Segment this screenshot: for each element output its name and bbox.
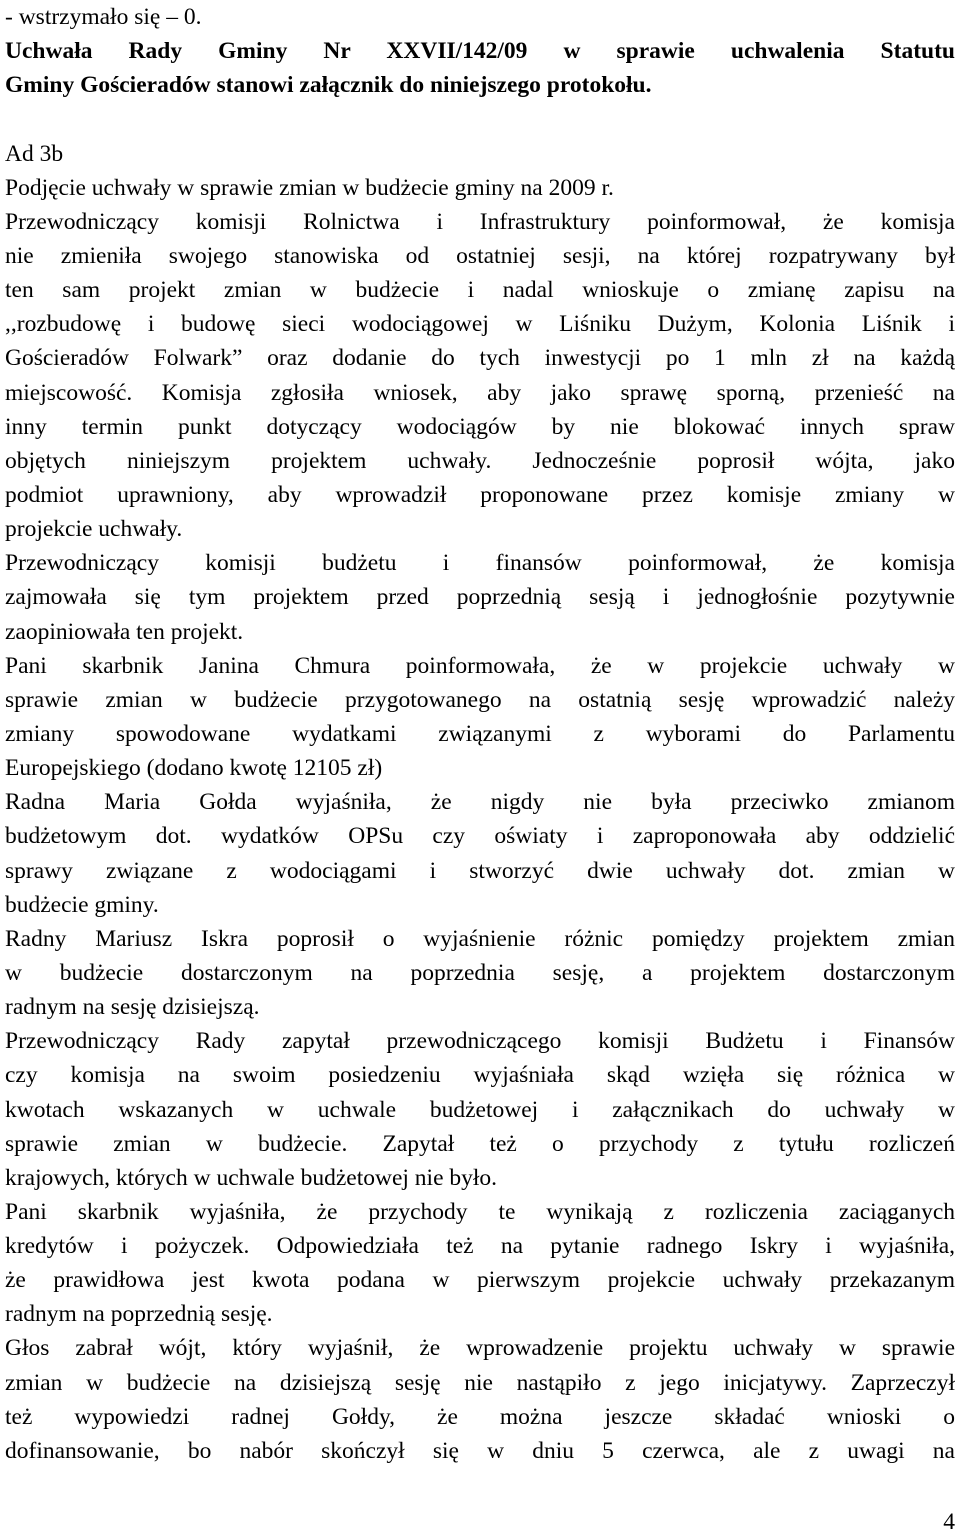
paragraphs-container [5, 205, 955, 1468]
paragraph-line: Gościeradów Folwark” oraz dodanie do tych inwestycji po 1 mln zł na każdą [5, 345, 955, 372]
paragraph-line: Pani skarbnik Janina Chmura poinformowała, że w projekcie uchwały w [5, 652, 955, 679]
paragraph-line: zmiany spowodowane wydatkami związanymi z wyborami do Parlamentu [5, 720, 955, 747]
document-page [5, 0, 955, 1468]
paragraph-line: czy komisja na swoim posiedzeniu wyjaśniała skąd wzięła się różnica w [5, 1062, 955, 1089]
paragraph [5, 649, 955, 786]
resolution-line: Uchwała Rady Gminy Nr XXVII/142/09 w sprawie uchwalenia Statutu [5, 38, 955, 65]
paragraph [5, 205, 955, 546]
paragraph-line: budżetowym dot. wydatków OPSu czy oświaty i zaproponowała aby oddzielić [5, 823, 955, 850]
paragraph-line: Radna Maria Gołda wyjaśniła, że nigdy nie była przeciwko zmianom [5, 789, 955, 816]
paragraph-line: w budżecie dostarczonym na poprzednia sesję, a projektem dostarczonym [5, 959, 955, 986]
paragraph-line: dofinansowanie, bo nabór skończył się w dniu 5 czerwca, ale z uwagi na [5, 1437, 955, 1464]
paragraph-line: budżecie gminy. [5, 891, 159, 918]
paragraph-line: zaopiniowała ten projekt. [5, 618, 244, 645]
paragraph-line: zmian w budżecie na dzisiejszą sesję nie nastąpiło z jego inicjatywy. Zaprzeczył [5, 1369, 955, 1396]
paragraph-line: Radny Mariusz Iskra poprosił o wyjaśnienie różnic pomiędzy projektem zmian [5, 925, 955, 952]
paragraph-line: zajmowała się tym projektem przed poprzednią sesją i jednogłośnie pozytywnie [5, 584, 955, 611]
paragraph-line: kredytów i pożyczek. Odpowiedziała też na pytanie radnego Iskry i wyjaśniła, [5, 1233, 955, 1260]
paragraph [5, 785, 955, 922]
paragraph-line: podmiot uprawniony, aby wprowadził proponowane przez komisje zmiany w [5, 481, 955, 508]
paragraph-line: Pani skarbnik wyjaśniła, że przychody te wynikają z rozliczenia zaciąganych [5, 1198, 955, 1225]
paragraph [5, 1195, 955, 1332]
paragraph-line: ten sam projekt zmian w budżecie i nadal wnioskuje o zmianę zapisu na [5, 277, 955, 304]
section-heading: Ad 3b [5, 140, 64, 167]
paragraph-line: sprawy związane z wodociągami i stworzyć dwie uchwały dot. zmian w [5, 857, 955, 884]
paragraph [5, 546, 955, 648]
paragraph-line: nie zmieniła swojego stanowiska od ostatniej sesji, na której rozpatrywany był [5, 242, 955, 269]
paragraph [5, 1024, 955, 1195]
paragraph-line: krajowych, których w uchwale budżetowej nie było. [5, 1164, 498, 1191]
paragraph-line: inny termin punkt dotyczący wodociągów by nie blokować innych spraw [5, 413, 955, 440]
paragraph-line: kwotach wskazanych w uchwale budżetowej i załącznikach do uchwały w [5, 1096, 955, 1123]
paragraph-line: projekcie uchwały. [5, 516, 183, 543]
paragraph-line: Głos zabrał wójt, który wyjaśnił, że wprowadzenie projektu uchwały w sprawie [5, 1335, 955, 1362]
paragraph-line: Przewodniczący komisji Rolnictwa i Infrastruktury poinformował, że komisja [5, 208, 955, 235]
paragraph-line: radnym na poprzednią sesję. [5, 1301, 273, 1328]
vote-abstain-line: - wstrzymało się – 0. [5, 4, 202, 30]
paragraph-line: objętych niniejszym projektem uchwały. Jednocześnie poprosił wójta, jako [5, 447, 955, 474]
paragraph-line: Europejskiego (dodano kwotę 12105 zł) [5, 755, 383, 782]
paragraph-line: że prawidłowa jest kwota podana w pierwszym projekcie uchwały przekazanym [5, 1267, 955, 1294]
paragraph-line: ,,rozbudowę i budowę sieci wodociągowej w Liśniku Dużym, Kolonia Liśnik i [5, 311, 955, 338]
paragraph-line: Przewodniczący Rady zapytał przewodniczącego komisji Budżetu i Finansów [5, 1028, 955, 1055]
paragraph-line: sprawie zmian w budżecie. Zapytał też o przychody z tytułu rozliczeń [5, 1130, 955, 1157]
blank-line [5, 102, 955, 136]
paragraph-line: też wypowiedzi radnej Gołdy, że można jeszcze składać wnioski o [5, 1403, 955, 1430]
paragraph-line: sprawie zmian w budżecie przygotowanego na ostatnią sesję wprowadzić należy [5, 686, 955, 713]
paragraph-line: Przewodniczący komisji budżetu i finansów poinformował, że komisja [5, 550, 955, 577]
resolution-line: Gminy Gościeradów stanowi załącznik do niniejszego protokołu. [5, 72, 652, 99]
paragraph-line: miejscowość. Komisja zgłosiła wniosek, aby jako sprawę sporną, przenieść na [5, 379, 955, 406]
paragraph [5, 922, 955, 1024]
page-number: 4 [943, 1509, 955, 1535]
paragraph [5, 1331, 955, 1468]
paragraph-line: radnym na sesję dzisiejszą. [5, 994, 260, 1021]
section-subheading: Podjęcie uchwały w sprawie zmian w budżecie gminy na 2009 r. [5, 174, 614, 201]
